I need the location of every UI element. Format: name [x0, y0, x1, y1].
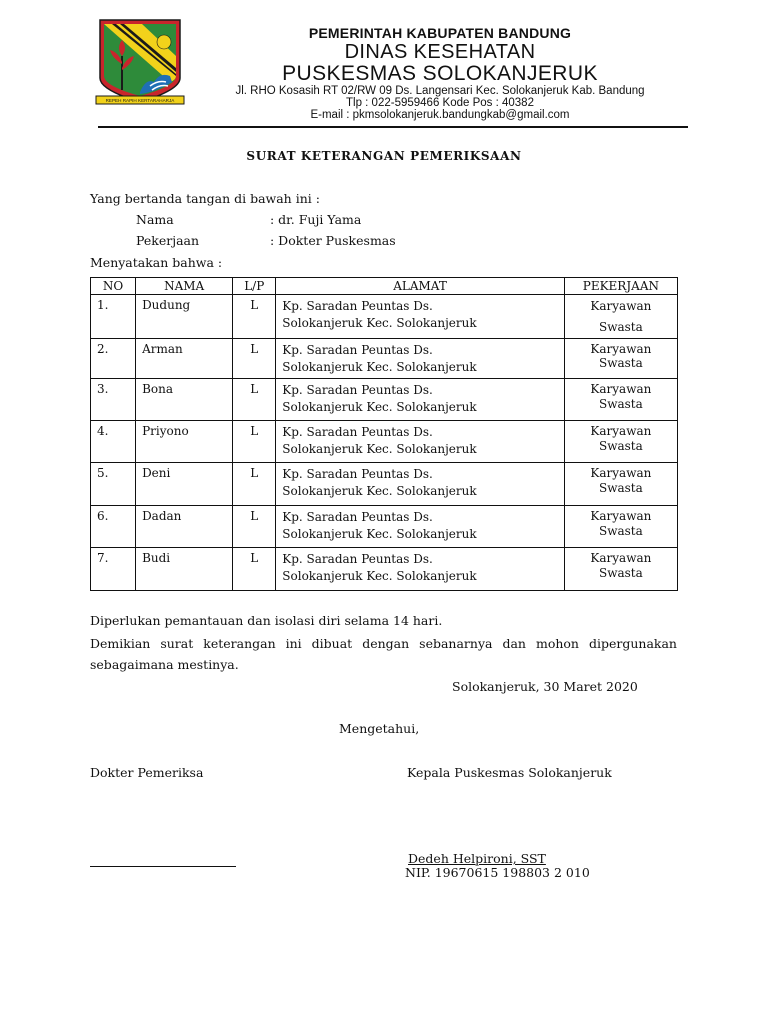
- letterhead-phone: Tlp : 022-5959466 Kode Pos : 40382: [346, 97, 534, 109]
- cell-pekerjaan: [564, 463, 677, 506]
- header-pekerjaan: PEKERJAAN: [564, 278, 677, 295]
- table-row: [91, 379, 678, 421]
- pekerjaan-line-2: Swasta: [598, 524, 643, 538]
- isolation-note: Diperlukan pemantauan dan isolasi diri selama 14 hari.: [90, 613, 443, 628]
- kabupaten-bandung-emblem-icon: [94, 16, 186, 108]
- cell-no: 2.: [91, 339, 136, 379]
- cell-pekerjaan: [564, 548, 677, 591]
- cell-nama: Bona: [136, 379, 233, 421]
- alamat-line-2: Solokanjeruk Kec. Solokanjeruk: [282, 316, 477, 330]
- table-row: [91, 506, 678, 548]
- alamat-line-1: Kp. Saradan Peuntas Ds.: [282, 343, 433, 357]
- pekerjaan-line-1: Karyawan: [590, 551, 652, 565]
- alamat-line-1: Kp. Saradan Peuntas Ds.: [282, 552, 433, 566]
- cell-alamat: [276, 379, 564, 421]
- alamat-line-1: Kp. Saradan Peuntas Ds.: [282, 425, 433, 439]
- intro-text: Yang bertanda tangan di bawah ini :: [90, 191, 320, 206]
- cell-lp: L: [233, 506, 276, 548]
- cell-lp: L: [233, 339, 276, 379]
- alamat-line-2: Solokanjeruk Kec. Solokanjeruk: [282, 400, 477, 414]
- pekerjaan-line-1: Karyawan: [590, 509, 652, 523]
- cell-lp: L: [233, 379, 276, 421]
- agency-name: DINAS KESEHATAN: [344, 41, 536, 63]
- document-title: SURAT KETERANGAN PEMERIKSAAN: [246, 149, 522, 163]
- cell-pekerjaan: [564, 339, 677, 379]
- cell-alamat: [276, 295, 564, 339]
- cell-no: 7.: [91, 548, 136, 591]
- pekerjaan-line-2: Swasta: [598, 320, 643, 334]
- cell-lp: L: [233, 295, 276, 339]
- cell-alamat: [276, 463, 564, 506]
- pekerjaan-line-2: Swasta: [598, 356, 643, 370]
- header-no: NO: [91, 278, 136, 295]
- cell-pekerjaan: [564, 379, 677, 421]
- pekerjaan-line-1: Karyawan: [590, 466, 652, 480]
- pekerjaan-line-1: Karyawan: [590, 382, 652, 396]
- signer-right-name: Dedeh Helpironi, SST: [408, 851, 546, 866]
- signer-left-title: Dokter Pemeriksa: [90, 765, 204, 780]
- place-date: Solokanjeruk, 30 Maret 2020: [452, 679, 638, 694]
- cell-no: 3.: [91, 379, 136, 421]
- cell-alamat: [276, 548, 564, 591]
- alamat-line-2: Solokanjeruk Kec. Solokanjeruk: [282, 442, 477, 456]
- cell-nama: Dadan: [136, 506, 233, 548]
- field-value-pekerjaan: : Dokter Puskesmas: [270, 233, 396, 248]
- pekerjaan-line-1: Karyawan: [590, 342, 652, 356]
- pekerjaan-line-2: Swasta: [598, 566, 643, 580]
- field-label-pekerjaan: Pekerjaan: [136, 233, 200, 248]
- header-alamat: ALAMAT: [276, 278, 564, 295]
- table-row: [91, 421, 678, 463]
- unit-name: PUSKESMAS SOLOKANJERUK: [282, 62, 598, 85]
- logo-motto: REPEH RAPIH KERTARAHARJA: [105, 98, 175, 104]
- signer-right-title: Kepala Puskesmas Solokanjeruk: [407, 765, 612, 780]
- cell-no: 6.: [91, 506, 136, 548]
- table-header-row: [91, 278, 678, 295]
- cell-nama: Budi: [136, 548, 233, 591]
- pekerjaan-line-1: Karyawan: [590, 424, 652, 438]
- cell-alamat: [276, 339, 564, 379]
- cell-nama: Arman: [136, 339, 233, 379]
- alamat-line-2: Solokanjeruk Kec. Solokanjeruk: [282, 527, 477, 541]
- alamat-line-1: Kp. Saradan Peuntas Ds.: [282, 510, 433, 524]
- cell-alamat: [276, 421, 564, 463]
- government-name: PEMERINTAH KABUPATEN BANDUNG: [308, 25, 572, 41]
- letterhead-divider: [98, 126, 688, 128]
- alamat-line-1: Kp. Saradan Peuntas Ds.: [282, 383, 433, 397]
- pekerjaan-line-1: Karyawan: [590, 299, 652, 313]
- table-row: [91, 295, 678, 339]
- cell-pekerjaan: [564, 295, 677, 339]
- cell-alamat: [276, 506, 564, 548]
- cell-pekerjaan: [564, 506, 677, 548]
- letterhead-address: Jl. RHO Kosasih RT 02/RW 09 Ds. Langensari Kec. Solokanjeruk Kab. Bandung: [235, 85, 645, 97]
- header-nama: NAMA: [136, 278, 233, 295]
- closing-paragraph: Demikian surat keterangan ini dibuat dengan sebanarnya dan mohon dipergunakan sebagaimana mestinya.: [90, 636, 677, 672]
- alamat-line-2: Solokanjeruk Kec. Solokanjeruk: [282, 484, 477, 498]
- alamat-line-1: Kp. Saradan Peuntas Ds.: [282, 299, 433, 313]
- statement-text: Menyatakan bahwa :: [90, 255, 223, 270]
- cell-lp: L: [233, 421, 276, 463]
- cell-no: 4.: [91, 421, 136, 463]
- alamat-line-1: Kp. Saradan Peuntas Ds.: [282, 467, 433, 481]
- letterhead-email: E-mail : pkmsolokanjeruk.bandungkab@gmail.com: [310, 109, 570, 121]
- alamat-line-2: Solokanjeruk Kec. Solokanjeruk: [282, 569, 477, 583]
- signature-line-left: [90, 866, 236, 867]
- table-row: [91, 463, 678, 506]
- cell-nama: Deni: [136, 463, 233, 506]
- cell-nama: Priyono: [136, 421, 233, 463]
- patients-table: [90, 277, 678, 591]
- cell-no: 1.: [91, 295, 136, 339]
- cell-lp: L: [233, 548, 276, 591]
- cell-pekerjaan: [564, 421, 677, 463]
- acknowledged-label: Mengetahui,: [339, 721, 420, 736]
- cell-no: 5.: [91, 463, 136, 506]
- table-row: [91, 548, 678, 591]
- pekerjaan-line-2: Swasta: [598, 481, 643, 495]
- table-row: [91, 339, 678, 379]
- field-value-nama: : dr. Fuji Yama: [270, 212, 362, 227]
- pekerjaan-line-2: Swasta: [598, 439, 643, 453]
- cell-nama: Dudung: [136, 295, 233, 339]
- pekerjaan-line-2: Swasta: [598, 397, 643, 411]
- signer-right-nip: NIP. 19670615 198803 2 010: [405, 865, 590, 880]
- alamat-line-2: Solokanjeruk Kec. Solokanjeruk: [282, 360, 477, 374]
- header-lp: L/P: [233, 278, 276, 295]
- cell-lp: L: [233, 463, 276, 506]
- field-label-nama: Nama: [136, 212, 174, 227]
